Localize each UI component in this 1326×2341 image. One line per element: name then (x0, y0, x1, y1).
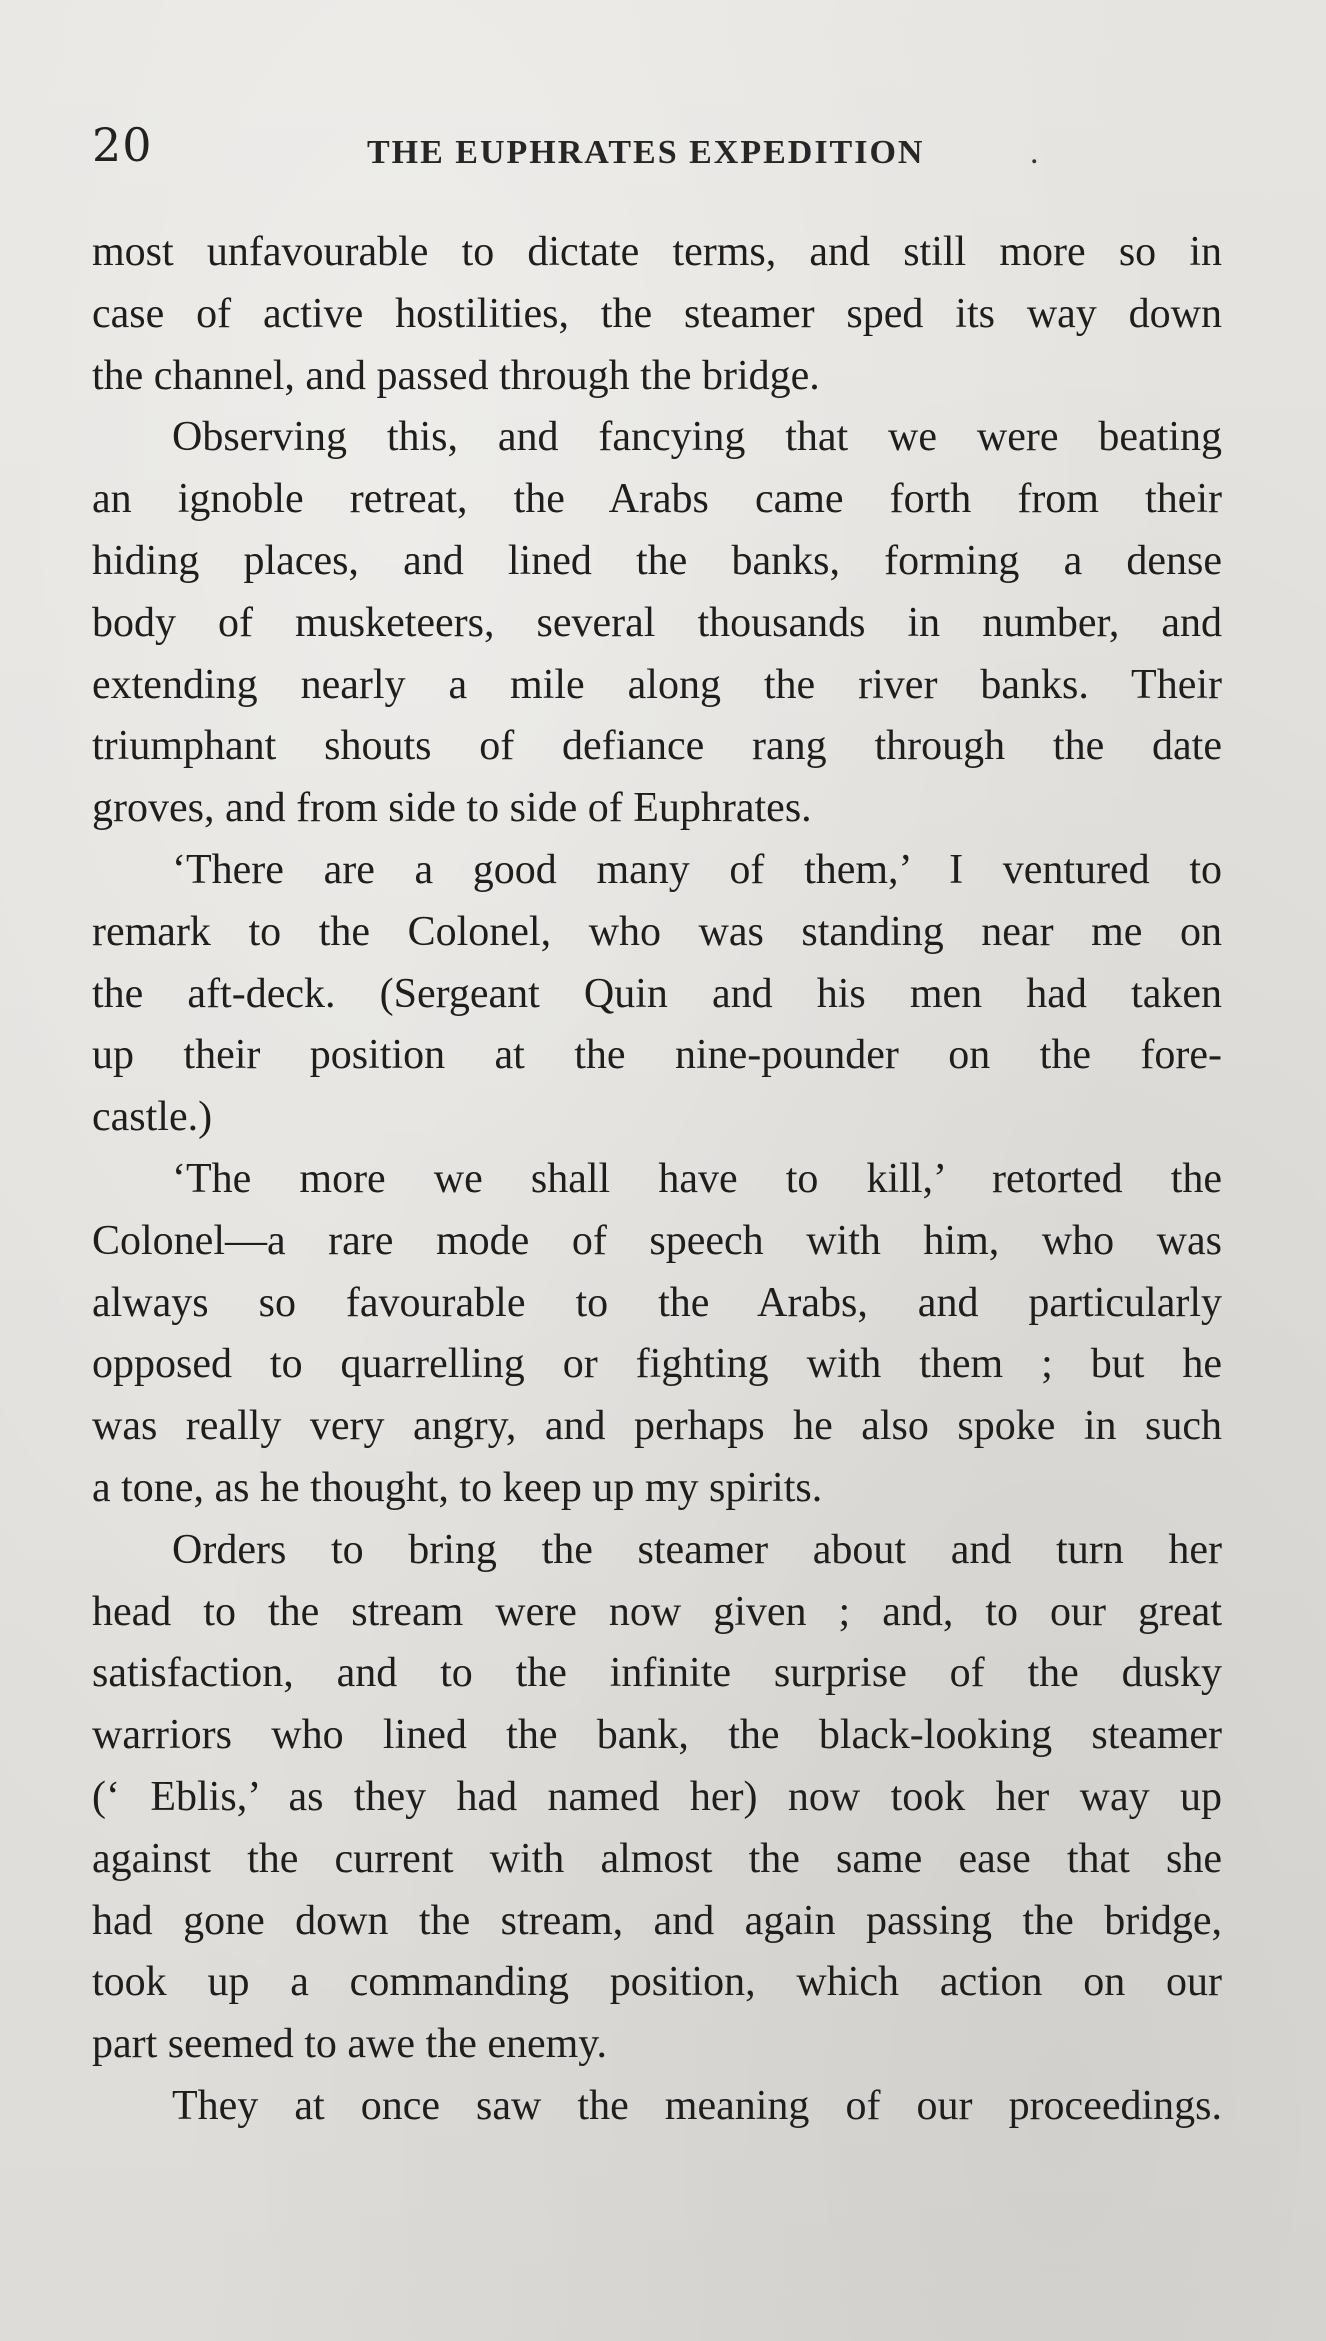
text-line: Observing this, and fancying that we were beating (172, 414, 1222, 461)
text-line: most unfavourable to dictate terms, and still more so in (92, 229, 1222, 275)
text-line: took up a commanding position, which action on our (92, 1959, 1222, 2006)
text-line: satisfaction, and to the infinite surprise of the dusky (92, 1650, 1222, 1697)
running-head-mark: . (1030, 134, 1039, 171)
text-line: body of musketeers, several thousands in number, and (92, 599, 1222, 646)
text-line: (‘ Eblis,’ as they had named her) now took her way up (92, 1773, 1222, 1820)
text-line: head to the stream were now given ; and, to our great (92, 1588, 1222, 1635)
text-line: Orders to bring the steamer about and turn her (172, 1526, 1222, 1573)
text-line: castle.) (92, 1094, 213, 1141)
body-text (92, 222, 1222, 2138)
text-line: had gone down the stream, and again passing the bridge, (92, 1897, 1222, 1944)
text-line: was really very angry, and perhaps he also spoke in such (92, 1403, 1222, 1450)
text-line: groves, and from side to side of Euphrates. (92, 785, 812, 832)
text-line: ‘There are a good many of them,’ I ventured to (172, 846, 1222, 893)
text-line: part seemed to awe the enemy. (92, 2021, 608, 2068)
text-line: against the current with almost the same ease that she (92, 1835, 1222, 1882)
text-line: ‘The more we shall have to kill,’ retorted the (172, 1155, 1222, 1202)
text-line: triumphant shouts of defiance rang through the date (92, 723, 1222, 770)
running-head: THE EUPHRATES EXPEDITION (367, 134, 925, 171)
text-line: an ignoble retreat, the Arabs came forth from their (92, 476, 1222, 523)
text-line: the aft-deck. (Sergeant Quin and his men had taken (92, 970, 1222, 1017)
text-line: Colonel—a rare mode of speech with him, who was (92, 1217, 1222, 1264)
text-line: a tone, as he thought, to keep up my spirits. (92, 1464, 823, 1511)
text-line: the channel, and passed through the bridge. (92, 352, 820, 399)
text-line: opposed to quarrelling or fighting with them ; but he (92, 1341, 1222, 1388)
text-line: always so favourable to the Arabs, and particularly (92, 1279, 1222, 1326)
text-line: up their position at the nine-pounder on the fore- (92, 1032, 1222, 1079)
text-line: warriors who lined the bank, the black-looking steamer (92, 1712, 1222, 1759)
text-line: remark to the Colonel, who was standing near me on (92, 908, 1222, 955)
page-number: 20 (92, 118, 153, 172)
page-header (92, 118, 1232, 178)
text-line: extending nearly a mile along the river banks. Their (92, 661, 1222, 708)
text-line: They at once saw the meaning of our proceedings. (172, 2082, 1222, 2129)
text-line: case of active hostilities, the steamer sped its way down (92, 290, 1222, 337)
text-line: hiding places, and lined the banks, forming a dense (92, 537, 1222, 584)
